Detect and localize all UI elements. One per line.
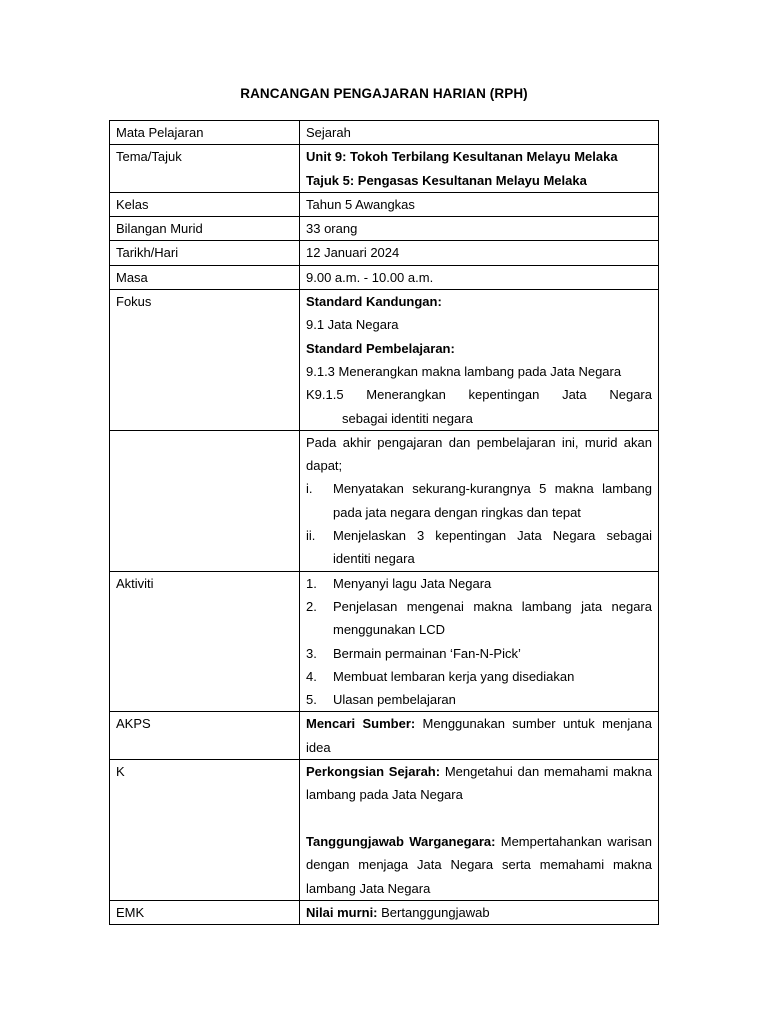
value-bilangan-murid: 33 orang xyxy=(300,217,659,241)
label-akps: AKPS xyxy=(110,712,300,760)
objektif-marker: ii. xyxy=(306,528,316,544)
label-aktiviti: Aktiviti xyxy=(110,571,300,712)
k-text-2: Mempertahankan warisan dengan menjaga Jata Negara serta memahami makna lambang Jata Negara xyxy=(306,833,652,896)
aktiviti-item xyxy=(306,665,652,688)
objektif-text: Menjelaskan 3 kepentingan Jata Negara sebagai identiti negara xyxy=(333,528,652,567)
objektif-item xyxy=(306,477,652,524)
value-k xyxy=(300,760,659,901)
akps-heading: Mencari Sumber: xyxy=(306,716,416,732)
value-akps xyxy=(300,712,659,760)
row-k xyxy=(110,760,659,901)
value-objektif xyxy=(300,430,659,571)
aktiviti-marker: 2. xyxy=(306,598,317,614)
row-aktiviti xyxy=(110,571,659,712)
value-emk xyxy=(300,900,659,924)
aktiviti-text: Menyanyi lagu Jata Negara xyxy=(333,575,492,591)
value-tarikh-hari: 12 Januari 2024 xyxy=(300,241,659,265)
aktiviti-item xyxy=(306,572,652,595)
label-fokus: Fokus xyxy=(110,290,300,431)
aktiviti-marker: 4. xyxy=(306,668,317,684)
aktiviti-item xyxy=(306,642,652,665)
value-aktiviti xyxy=(300,571,659,712)
aktiviti-item xyxy=(306,688,652,711)
unit-text: Unit 9: Tokoh Terbilang Kesultanan Melayu Melaka xyxy=(306,149,618,165)
row-kelas xyxy=(110,192,659,216)
value-kelas: Tahun 5 Awangkas xyxy=(300,192,659,216)
label-objektif xyxy=(110,430,300,571)
value-mata-pelajaran: Sejarah xyxy=(300,121,659,145)
row-bilangan-murid xyxy=(110,217,659,241)
standard-pembelajaran-heading: Standard Pembelajaran: xyxy=(306,340,455,356)
label-masa: Masa xyxy=(110,265,300,289)
emk-heading: Nilai murni: xyxy=(306,904,378,920)
akps-text: Menggunakan sumber untuk menjana idea xyxy=(306,716,652,755)
k-spacer xyxy=(306,807,652,830)
rph-table xyxy=(109,120,659,925)
aktiviti-marker: 3. xyxy=(306,645,317,661)
aktiviti-text: Penjelasan mengenai makna lambang jata negara menggunakan LCD xyxy=(333,598,652,638)
aktiviti-marker: 1. xyxy=(306,575,317,591)
row-emk xyxy=(110,900,659,924)
aktiviti-marker: 5. xyxy=(306,692,317,708)
k-heading-2: Tanggungjawab Warganegara: xyxy=(306,833,496,849)
label-mata-pelajaran: Mata Pelajaran xyxy=(110,121,300,145)
standard-pembelajaran-2: K9.1.5 Menerangkan kepentingan Jata Negara xyxy=(306,387,652,403)
page-title: RANCANGAN PENGAJARAN HARIAN (RPH) xyxy=(240,86,528,101)
label-emk: EMK xyxy=(110,900,300,924)
objektif-text: Menyatakan sekurang-kurangnya 5 makna lambang pada jata negara dengan ringkas dan tepat xyxy=(333,481,652,520)
standard-kandungan-heading: Standard Kandungan: xyxy=(306,294,442,310)
row-tema-tajuk xyxy=(110,145,659,193)
aktiviti-text: Ulasan pembelajaran xyxy=(333,692,456,708)
label-bilangan-murid: Bilangan Murid xyxy=(110,217,300,241)
row-mata-pelajaran xyxy=(110,121,659,145)
objektif-item xyxy=(306,524,652,571)
value-masa: 9.00 a.m. - 10.00 a.m. xyxy=(300,265,659,289)
k-text-1: Mengetahui dan memahami makna lambang pada Jata Negara xyxy=(306,764,652,803)
k-paragraph-2 xyxy=(306,830,652,900)
standard-kandungan-value: 9.1 Jata Negara xyxy=(306,317,399,333)
value-fokus xyxy=(300,290,659,431)
k-heading-1: Perkongsian Sejarah: xyxy=(306,764,441,780)
objektif-marker: i. xyxy=(306,481,313,497)
label-kelas: Kelas xyxy=(110,192,300,216)
row-tarikh-hari xyxy=(110,241,659,265)
row-masa xyxy=(110,265,659,289)
k-paragraph-1 xyxy=(306,760,652,807)
row-akps xyxy=(110,712,659,760)
aktiviti-text: Membuat lembaran kerja yang disediakan xyxy=(333,668,575,684)
label-tema-tajuk: Tema/Tajuk xyxy=(110,145,300,193)
emk-text: Bertanggungjawab xyxy=(377,904,490,920)
row-objektif xyxy=(110,430,659,571)
label-k: K xyxy=(110,760,300,901)
label-tarikh-hari: Tarikh/Hari xyxy=(110,241,300,265)
value-tema-tajuk xyxy=(300,145,659,193)
aktiviti-text: Bermain permainan ‘Fan-N-Pick’ xyxy=(333,645,521,661)
row-fokus xyxy=(110,290,659,431)
aktiviti-item xyxy=(306,595,652,642)
objektif-intro: Pada akhir pengajaran dan pembelajaran ini, murid akan dapat; xyxy=(306,434,652,474)
standard-pembelajaran-2-cont: sebagai identiti negara xyxy=(342,410,473,426)
tajuk-text: Tajuk 5: Pengasas Kesultanan Melayu Melaka xyxy=(306,172,587,188)
standard-pembelajaran-1: 9.1.3 Menerangkan makna lambang pada Jata Negara xyxy=(306,363,622,379)
